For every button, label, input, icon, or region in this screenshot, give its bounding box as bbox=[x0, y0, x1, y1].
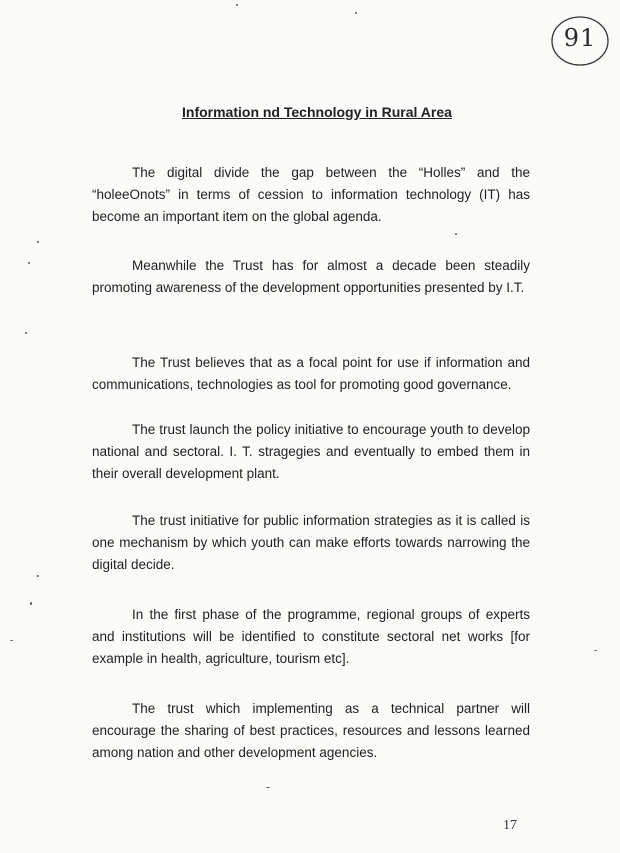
scan-speck bbox=[37, 241, 39, 243]
scan-speck bbox=[266, 787, 270, 788]
paragraph: The trust launch the policy initiative to encourage youth to develop national and sectoral. I. T. stragegies and eventually to embed them in their overall development plant. bbox=[92, 421, 530, 481]
scan-speck bbox=[28, 262, 30, 264]
scan-speck bbox=[355, 12, 357, 14]
paragraph: The trust initiative for public information strategies as it is called is one mechanism by which youth can make efforts towards narrowing the digital decide. bbox=[92, 512, 530, 572]
circled-number: 91 bbox=[563, 24, 597, 52]
paragraph: In the first phase of the programme, regional groups of experts and institutions will be identified to constitute sectoral net works [for example in health, agriculture, tourism etc]. bbox=[92, 606, 530, 666]
paragraph: The digital divide the gap between the “Holles” and the “holeeOnots” in terms of cession to information technology (IT) has become an important item on the global agenda. bbox=[92, 164, 530, 224]
paragraph: The trust which implementing as a technical partner will encourage the sharing of best practices, resources and lessons learned among nation and other development agencies. bbox=[92, 700, 530, 760]
scan-speck bbox=[37, 575, 39, 577]
scan-speck bbox=[10, 640, 13, 641]
circled-page-mark bbox=[549, 14, 611, 68]
paragraph: Meanwhile the Trust has for almost a decade been steadily promoting awareness of the development opportunities presented by I.T. bbox=[92, 257, 530, 295]
page-number: 17 bbox=[503, 818, 517, 833]
paragraph: The Trust believes that as a focal point for use if information and communications, technologies as tool for promoting good governance. bbox=[92, 354, 530, 392]
scan-speck bbox=[594, 650, 597, 651]
scan-speck bbox=[236, 4, 238, 6]
scan-speck bbox=[455, 233, 457, 235]
scan-speck bbox=[25, 332, 27, 334]
page-title: Information nd Technology in Rural Area bbox=[182, 104, 452, 120]
scan-speck bbox=[30, 602, 32, 605]
